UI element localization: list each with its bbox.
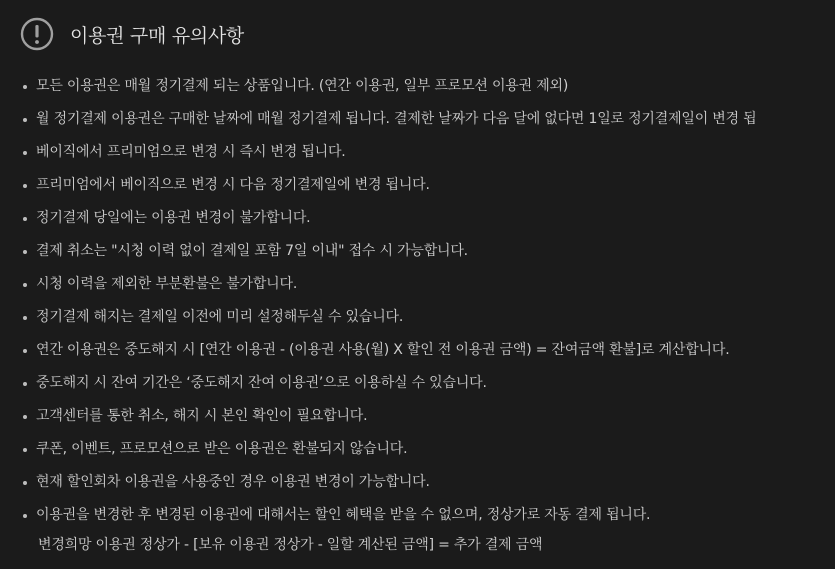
list-item bbox=[22, 202, 835, 235]
bullet-dot bbox=[23, 349, 27, 353]
bullet-dot bbox=[23, 118, 27, 122]
list-item bbox=[22, 433, 835, 466]
bullet-dot bbox=[23, 151, 27, 155]
notice-text: 중도해지 시 잔여 기간은 ‘중도해지 잔여 이용권’으로 이용하실 수 있습니다. bbox=[36, 375, 487, 391]
list-item bbox=[22, 367, 835, 400]
list-item bbox=[22, 268, 835, 301]
notice-text: 쿠폰, 이벤트, 프로모션으로 받은 이용권은 환불되지 않습니다. bbox=[36, 441, 408, 457]
notice-text: 연간 이용권은 중도해지 시 [연간 이용권 - (이용권 사용(월) X 할인 전 이용권 금액) = 잔여금액 환불]로 계산합니다. bbox=[36, 342, 730, 358]
list-item bbox=[22, 70, 835, 103]
bullet-dot bbox=[23, 514, 27, 518]
notice-text: 이용권을 변경한 후 변경된 이용권에 대해서는 할인 혜택을 받을 수 없으며, 정상가로 자동 결제 됩니다. bbox=[36, 507, 651, 523]
bullet-dot bbox=[23, 481, 27, 485]
bullet-dot bbox=[23, 250, 27, 254]
bullet-dot bbox=[23, 85, 27, 89]
notice-list bbox=[22, 70, 835, 532]
bullet-dot bbox=[23, 415, 27, 419]
notice-text: 고객센터를 통한 취소, 해지 시 본인 확인이 필요합니다. bbox=[36, 408, 368, 424]
list-item bbox=[22, 400, 835, 433]
list-item bbox=[22, 466, 835, 499]
price-change-formula: 변경희망 이용권 정상가 - [보유 이용권 정상가 - 일할 계산된 금액] = 추가 결제 금액 bbox=[38, 537, 543, 553]
notice-text: 결제 취소는 "시청 이력 없이 결제일 포함 7일 이내" 접수 시 가능합니다. bbox=[36, 243, 468, 259]
bullet-dot bbox=[23, 382, 27, 386]
list-item bbox=[22, 301, 835, 334]
notice-text: 월 정기결제 이용권은 구매한 날짜에 매월 정기결제 됩니다. 결제한 날짜가 다음 달에 없다면 1일로 정기결제일이 변경 됩 bbox=[36, 111, 757, 127]
notice-text: 정기결제 해지는 결제일 이전에 미리 설정해두실 수 있습니다. bbox=[36, 309, 404, 325]
notice-text: 정기결제 당일에는 이용권 변경이 불가합니다. bbox=[36, 210, 311, 226]
bullet-dot bbox=[23, 316, 27, 320]
list-item bbox=[22, 169, 835, 202]
list-item bbox=[22, 235, 835, 268]
notice-header bbox=[20, 16, 244, 52]
page-title: 이용권 구매 유의사항 bbox=[70, 24, 244, 47]
bullet-dot bbox=[23, 283, 27, 287]
notice-text: 프리미엄에서 베이직으로 변경 시 다음 정기결제일에 변경 됩니다. bbox=[36, 177, 430, 193]
bullet-dot bbox=[23, 448, 27, 452]
notice-text: 현재 할인회차 이용권을 사용중인 경우 이용권 변경이 가능합니다. bbox=[36, 474, 430, 490]
notice-text: 베이직에서 프리미엄으로 변경 시 즉시 변경 됩니다. bbox=[36, 144, 346, 160]
notice-text: 모든 이용권은 매월 정기결제 되는 상품입니다. (연간 이용권, 일부 프로모션 이용권 제외) bbox=[36, 78, 569, 94]
bullet-dot bbox=[23, 184, 27, 188]
list-item bbox=[22, 499, 835, 532]
list-item bbox=[22, 136, 835, 169]
list-item bbox=[22, 103, 835, 136]
warning-circle-icon bbox=[20, 17, 54, 51]
notice-text: 시청 이력을 제외한 부분환불은 불가합니다. bbox=[36, 276, 298, 292]
bullet-dot bbox=[23, 217, 27, 221]
list-item bbox=[22, 334, 835, 367]
